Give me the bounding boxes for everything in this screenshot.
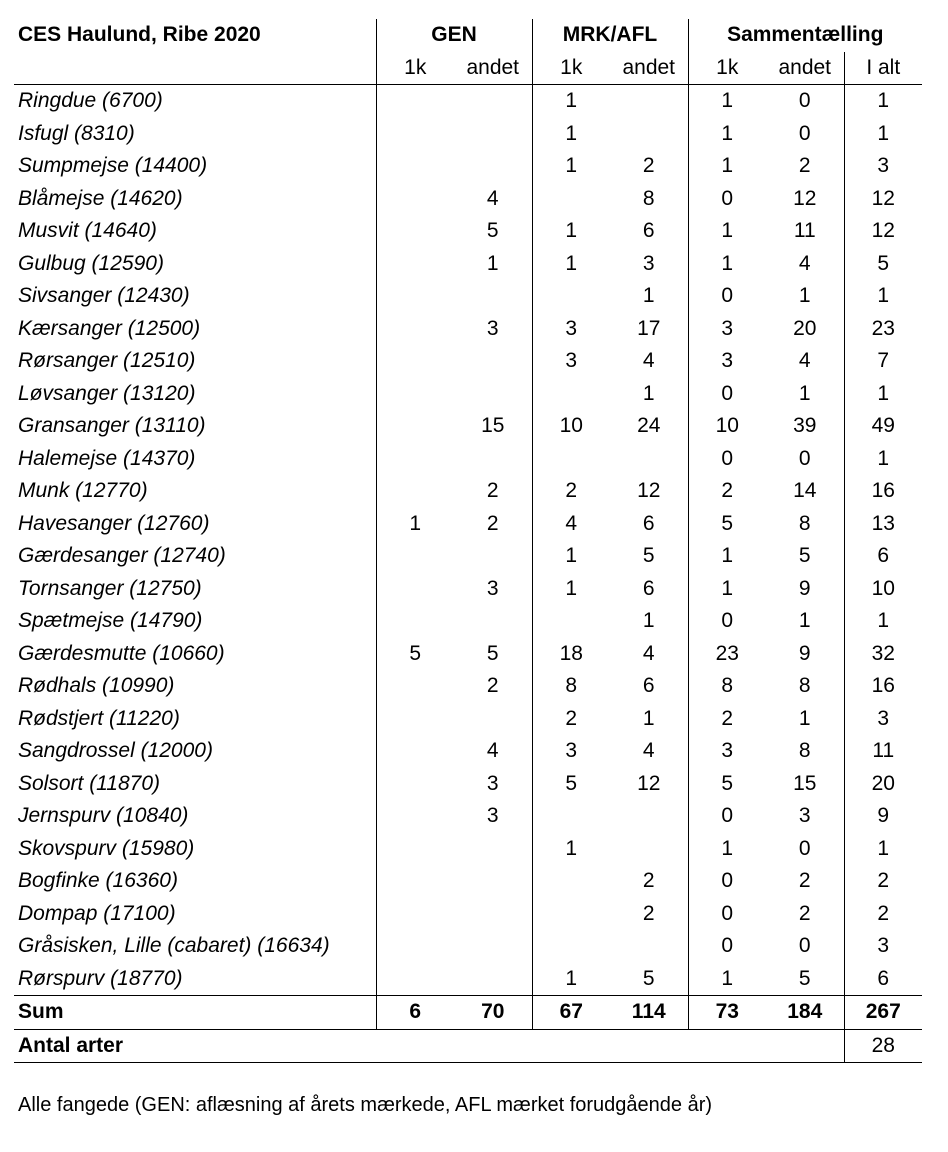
- count-cell: 1: [532, 833, 610, 866]
- table-row: [14, 85, 922, 118]
- count-cell: 12: [793, 186, 817, 210]
- sub-header-blank: [14, 52, 376, 85]
- sub-header-gen-andet: andet: [454, 52, 532, 85]
- count-cell: [376, 540, 454, 573]
- species-name: Tornsanger (12750): [18, 576, 202, 600]
- count-cell: [376, 670, 454, 703]
- sum-cell: 67: [532, 996, 610, 1030]
- count-cell: 10: [688, 410, 766, 443]
- species-name: Munk (12770): [18, 479, 148, 502]
- count-cell: 3: [532, 313, 610, 346]
- count-cell: 8: [688, 670, 766, 703]
- count-cell: [376, 963, 454, 996]
- count-cell: 1: [532, 573, 610, 606]
- count-cell: 17: [637, 316, 661, 340]
- count-cell: 18: [532, 638, 610, 671]
- count-cell: 1: [532, 118, 610, 151]
- sum-cell: 184: [766, 996, 844, 1030]
- count-cell: [376, 865, 454, 898]
- count-cell: 1: [844, 280, 922, 313]
- table-row: [14, 443, 922, 476]
- table-row: [14, 898, 922, 931]
- count-cell: [610, 800, 688, 833]
- sum-label: Sum: [14, 996, 376, 1030]
- species-name: Gråsisken, Lille (cabaret) (16634): [18, 934, 330, 957]
- count-cell: 1: [844, 378, 922, 411]
- count-cell: [532, 865, 610, 898]
- count-cell: 24: [637, 414, 661, 437]
- count-cell: 8: [798, 511, 811, 535]
- count-cell: 0: [688, 930, 766, 963]
- table-row: [14, 150, 922, 183]
- antal-arter-row: [14, 1029, 922, 1063]
- sub-header-row: [14, 52, 922, 85]
- table-row: [14, 313, 922, 346]
- species-name: Dompap (17100): [18, 901, 176, 925]
- table-row: [14, 183, 922, 216]
- count-cell: 0: [688, 183, 766, 216]
- count-cell: 9: [798, 641, 811, 665]
- count-cell: 3: [844, 150, 922, 183]
- count-cell: 6: [642, 576, 655, 600]
- count-cell: 1: [688, 118, 766, 151]
- sub-header-sum-1k: 1k: [688, 52, 766, 85]
- count-cell: [454, 898, 532, 931]
- table-row: [14, 703, 922, 736]
- count-cell: 23: [844, 313, 922, 346]
- count-cell: [610, 833, 688, 866]
- count-cell: 4: [486, 186, 499, 210]
- count-cell: 1: [688, 85, 766, 118]
- species-name: Ringdue (6700): [18, 89, 163, 112]
- sum-cell: 267: [844, 996, 922, 1030]
- count-cell: 5: [532, 768, 610, 801]
- count-cell: [376, 475, 454, 508]
- count-cell: [532, 930, 610, 963]
- count-cell: 6: [642, 674, 655, 697]
- count-cell: 15: [793, 771, 817, 795]
- count-cell: 1: [844, 833, 922, 866]
- count-cell: [454, 443, 532, 476]
- count-cell: 1: [532, 248, 610, 281]
- species-name: Gærdesanger (12740): [18, 544, 226, 567]
- count-cell: 0: [798, 89, 811, 112]
- species-name: Isfugl (8310): [18, 121, 135, 145]
- count-cell: 8: [532, 670, 610, 703]
- count-cell: 6: [844, 963, 922, 996]
- count-cell: 6: [642, 219, 655, 242]
- count-cell: [376, 150, 454, 183]
- count-cell: 1: [532, 540, 610, 573]
- table-row: [14, 508, 922, 541]
- count-cell: [376, 735, 454, 768]
- table-row: [14, 963, 922, 996]
- count-cell: 6: [844, 540, 922, 573]
- sum-cell: 6: [376, 996, 454, 1030]
- count-cell: 1: [798, 284, 811, 307]
- count-cell: [454, 963, 532, 996]
- count-cell: 1: [798, 706, 811, 730]
- count-cell: 2: [486, 674, 499, 697]
- count-cell: [454, 703, 532, 736]
- count-cell: 3: [486, 771, 499, 795]
- count-cell: [454, 150, 532, 183]
- count-cell: 13: [844, 508, 922, 541]
- ces-table: [14, 19, 922, 1063]
- group-header-gen: GEN: [376, 19, 532, 52]
- count-cell: 3: [486, 316, 499, 340]
- count-cell: 3: [532, 735, 610, 768]
- count-cell: 20: [844, 768, 922, 801]
- species-name: Sangdrossel (12000): [18, 739, 213, 762]
- count-cell: 8: [798, 674, 811, 697]
- sub-header-mrk-andet: andet: [610, 52, 688, 85]
- footnote: Alle fangede (GEN: aflæsning af årets mærkede, AFL mærket forudgående år): [18, 1094, 713, 1116]
- species-name: Gransanger (13110): [18, 414, 206, 437]
- count-cell: 1: [532, 215, 610, 248]
- count-cell: 12: [844, 215, 922, 248]
- count-cell: 9: [844, 800, 922, 833]
- count-cell: [376, 898, 454, 931]
- count-cell: 3: [642, 251, 655, 275]
- count-cell: 1: [688, 150, 766, 183]
- table-row: [14, 670, 922, 703]
- count-cell: 2: [486, 479, 499, 502]
- count-cell: [376, 605, 454, 638]
- count-cell: 1: [688, 833, 766, 866]
- count-cell: 7: [844, 345, 922, 378]
- table-row: [14, 768, 922, 801]
- count-cell: 1: [376, 508, 454, 541]
- sub-header-sum-andet: andet: [766, 52, 844, 85]
- count-cell: 1: [844, 118, 922, 151]
- count-cell: 2: [688, 703, 766, 736]
- table-row: [14, 800, 922, 833]
- count-cell: 5: [688, 508, 766, 541]
- count-cell: [376, 703, 454, 736]
- count-cell: 1: [532, 85, 610, 118]
- species-name: Rødstjert (11220): [18, 706, 180, 730]
- count-cell: 20: [793, 316, 817, 340]
- species-name: Bogfinke (16360): [18, 869, 178, 892]
- count-cell: 3: [486, 804, 499, 827]
- count-cell: 39: [793, 414, 817, 437]
- count-cell: [532, 378, 610, 411]
- count-cell: 3: [688, 345, 766, 378]
- table-row: [14, 118, 922, 151]
- count-cell: 2: [798, 901, 811, 925]
- count-cell: [610, 930, 688, 963]
- count-cell: 11: [793, 219, 816, 242]
- count-cell: 12: [637, 771, 661, 795]
- species-name: Gærdesmutte (10660): [18, 641, 225, 665]
- sum-row: [14, 996, 922, 1030]
- count-cell: 10: [532, 410, 610, 443]
- count-cell: 2: [844, 898, 922, 931]
- count-cell: 16: [844, 475, 922, 508]
- count-cell: 5: [642, 544, 655, 567]
- count-cell: 1: [798, 609, 811, 632]
- count-cell: 5: [798, 544, 811, 567]
- count-cell: 3: [486, 576, 499, 600]
- count-cell: 16: [844, 670, 922, 703]
- count-cell: [376, 573, 454, 606]
- antal-arter-value: 28: [844, 1029, 922, 1063]
- count-cell: [532, 605, 610, 638]
- count-cell: [532, 280, 610, 313]
- count-cell: [454, 833, 532, 866]
- count-cell: 1: [844, 443, 922, 476]
- count-cell: [454, 378, 532, 411]
- table-row: [14, 345, 922, 378]
- count-cell: 8: [642, 186, 655, 210]
- table-row: [14, 540, 922, 573]
- count-cell: 5: [642, 966, 655, 990]
- count-cell: [454, 118, 532, 151]
- count-cell: 0: [798, 446, 811, 470]
- count-cell: 4: [798, 251, 811, 275]
- count-cell: 10: [844, 573, 922, 606]
- count-cell: 3: [688, 735, 766, 768]
- table-row: [14, 930, 922, 963]
- count-cell: 1: [688, 963, 766, 996]
- species-name: Rødhals (10990): [18, 674, 175, 697]
- count-cell: [376, 833, 454, 866]
- species-name: Spætmejse (14790): [18, 609, 203, 632]
- count-cell: 0: [688, 605, 766, 638]
- sum-cell: 70: [454, 996, 532, 1030]
- count-cell: 4: [486, 739, 499, 762]
- table-row: [14, 475, 922, 508]
- count-cell: 2: [798, 154, 811, 177]
- count-cell: 1: [532, 963, 610, 996]
- count-cell: 1: [642, 284, 655, 307]
- count-cell: [376, 410, 454, 443]
- species-name: Løvsanger (13120): [18, 381, 196, 405]
- count-cell: 2: [642, 901, 655, 925]
- species-name: Skovspurv (15980): [18, 836, 195, 860]
- count-cell: 8: [798, 739, 811, 762]
- count-cell: 0: [688, 800, 766, 833]
- count-cell: 1: [688, 248, 766, 281]
- table-title: CES Haulund, Ribe 2020: [18, 23, 261, 46]
- count-cell: [376, 443, 454, 476]
- count-cell: 1: [798, 381, 811, 405]
- count-cell: [376, 313, 454, 346]
- table-row: [14, 865, 922, 898]
- count-cell: 5: [798, 966, 811, 990]
- count-cell: 32: [844, 638, 922, 671]
- count-cell: 3: [844, 930, 922, 963]
- count-cell: [532, 800, 610, 833]
- count-cell: [454, 865, 532, 898]
- group-header-sammentaelling: Sammentælling: [688, 19, 922, 52]
- count-cell: [610, 118, 688, 151]
- count-cell: 4: [642, 641, 655, 665]
- count-cell: [376, 768, 454, 801]
- species-name: Halemejse (14370): [18, 446, 196, 470]
- count-cell: [376, 930, 454, 963]
- table-body: [14, 19, 922, 1063]
- sub-header-i-alt: I alt: [844, 52, 922, 85]
- count-cell: [376, 345, 454, 378]
- count-cell: 0: [688, 280, 766, 313]
- count-cell: 4: [642, 349, 655, 372]
- count-cell: 3: [532, 345, 610, 378]
- count-cell: [376, 85, 454, 118]
- species-name: Rørspurv (18770): [18, 966, 183, 990]
- count-cell: [454, 930, 532, 963]
- count-cell: [532, 443, 610, 476]
- count-cell: [376, 280, 454, 313]
- count-cell: 5: [688, 768, 766, 801]
- group-header-row: [14, 19, 922, 52]
- count-cell: 0: [688, 443, 766, 476]
- count-cell: 11: [844, 735, 922, 768]
- count-cell: [454, 85, 532, 118]
- count-cell: 5: [486, 641, 499, 665]
- sum-cell: 114: [610, 996, 688, 1030]
- count-cell: 3: [798, 804, 811, 827]
- count-cell: 2: [642, 869, 655, 892]
- count-cell: [454, 280, 532, 313]
- count-cell: 0: [798, 121, 811, 145]
- count-cell: 0: [688, 865, 766, 898]
- count-cell: 1: [532, 150, 610, 183]
- count-cell: [376, 118, 454, 151]
- count-cell: 1: [844, 605, 922, 638]
- species-name: Havesanger (12760): [18, 511, 210, 535]
- species-name: Gulbug (12590): [18, 251, 164, 275]
- count-cell: 1: [642, 381, 655, 405]
- count-cell: 0: [688, 898, 766, 931]
- group-header-mrk-afl: MRK/AFL: [532, 19, 688, 52]
- count-cell: 3: [688, 313, 766, 346]
- count-cell: 14: [793, 479, 817, 502]
- species-name: Kærsanger (12500): [18, 316, 201, 340]
- table-row: [14, 605, 922, 638]
- count-cell: [376, 800, 454, 833]
- count-cell: 49: [844, 410, 922, 443]
- table-row: [14, 378, 922, 411]
- count-cell: 15: [481, 414, 505, 437]
- sub-header-gen-1k: 1k: [376, 52, 454, 85]
- count-cell: 12: [844, 183, 922, 216]
- count-cell: [454, 540, 532, 573]
- count-cell: [454, 605, 532, 638]
- count-cell: 0: [798, 934, 811, 957]
- table-row: [14, 280, 922, 313]
- count-cell: 4: [798, 349, 811, 372]
- table-row: [14, 248, 922, 281]
- species-name: Blåmejse (14620): [18, 186, 183, 210]
- count-cell: 2: [844, 865, 922, 898]
- species-name: Solsort (11870): [18, 771, 161, 795]
- count-cell: 1: [688, 215, 766, 248]
- count-cell: 9: [798, 576, 811, 600]
- count-cell: 1: [642, 609, 655, 632]
- table-row: [14, 638, 922, 671]
- count-cell: 1: [688, 573, 766, 606]
- table-row: [14, 410, 922, 443]
- count-cell: 2: [532, 475, 610, 508]
- count-cell: 5: [376, 638, 454, 671]
- count-cell: [610, 85, 688, 118]
- count-cell: 2: [486, 511, 499, 535]
- count-cell: 3: [844, 703, 922, 736]
- species-name: Musvit (14640): [18, 219, 157, 242]
- count-cell: 0: [688, 378, 766, 411]
- species-name: Rørsanger (12510): [18, 349, 196, 372]
- count-cell: 5: [486, 219, 499, 242]
- table-row: [14, 735, 922, 768]
- count-cell: 4: [642, 739, 655, 762]
- count-cell: 6: [642, 511, 655, 535]
- count-cell: 23: [688, 638, 766, 671]
- species-name: Jernspurv (10840): [18, 804, 189, 827]
- sub-header-mrk-1k: 1k: [532, 52, 610, 85]
- table-row: [14, 833, 922, 866]
- count-cell: [610, 443, 688, 476]
- species-name: Sivsanger (12430): [18, 284, 190, 307]
- count-cell: 1: [688, 540, 766, 573]
- antal-arter-label: Antal arter: [14, 1029, 844, 1063]
- count-cell: 0: [798, 836, 811, 860]
- count-cell: 2: [688, 475, 766, 508]
- count-cell: 1: [642, 706, 655, 730]
- count-cell: [532, 183, 610, 216]
- table-row: [14, 573, 922, 606]
- count-cell: 2: [642, 154, 655, 177]
- count-cell: 4: [532, 508, 610, 541]
- count-cell: 1: [486, 251, 499, 275]
- count-cell: 5: [844, 248, 922, 281]
- count-cell: [376, 378, 454, 411]
- count-cell: 2: [532, 703, 610, 736]
- table-row: [14, 215, 922, 248]
- sum-cell: 73: [688, 996, 766, 1030]
- count-cell: 12: [637, 479, 661, 502]
- count-cell: [532, 898, 610, 931]
- count-cell: [376, 215, 454, 248]
- species-name: Sumpmejse (14400): [18, 154, 208, 177]
- count-cell: [454, 345, 532, 378]
- count-cell: 2: [798, 869, 811, 892]
- count-cell: [376, 248, 454, 281]
- count-cell: [376, 183, 454, 216]
- count-cell: 1: [844, 85, 922, 118]
